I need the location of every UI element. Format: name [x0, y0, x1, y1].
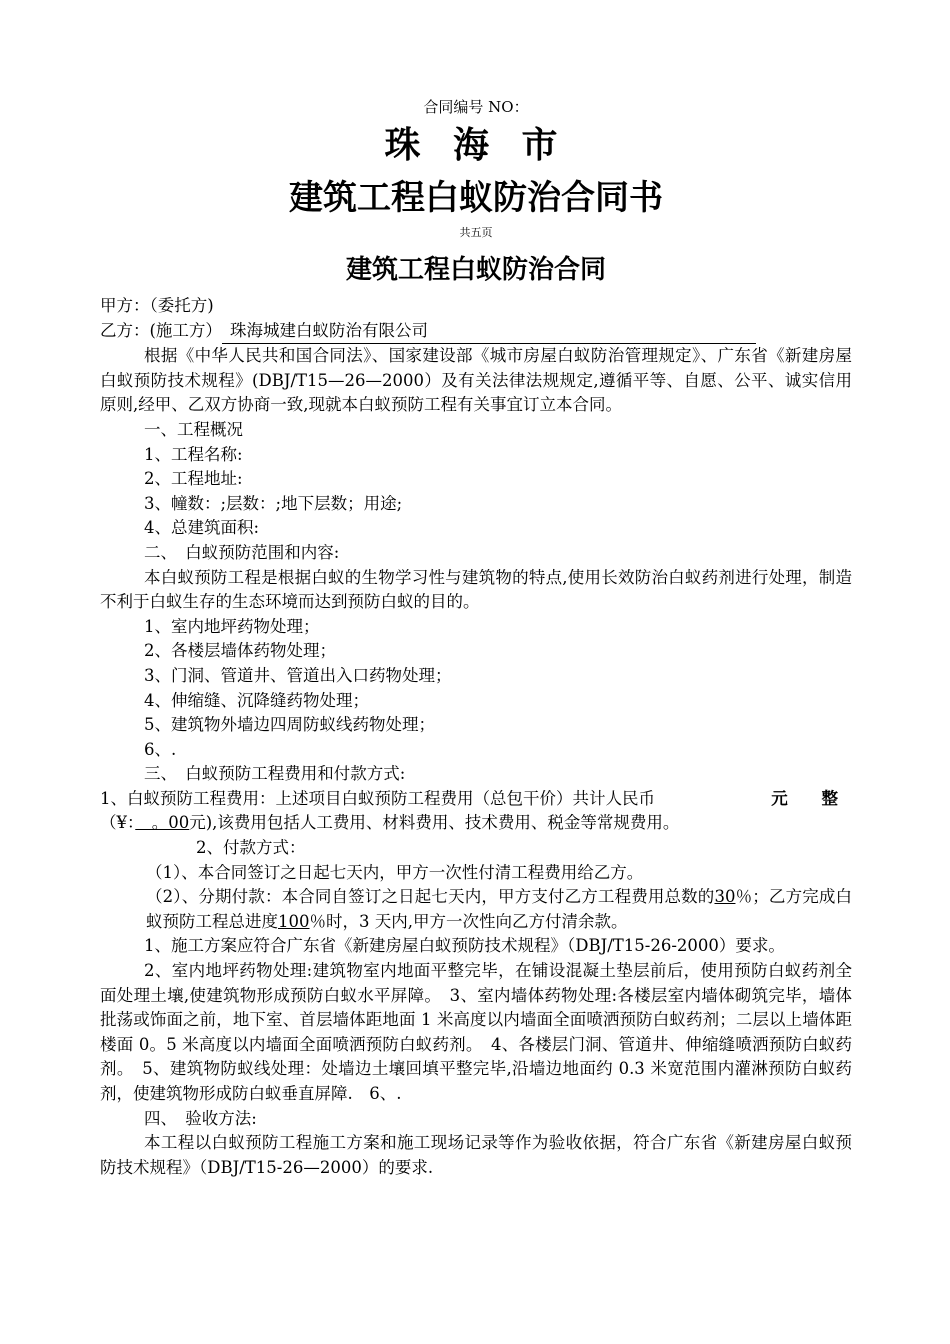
- fee-amount-prefix: （¥：: [100, 813, 136, 833]
- section-1-item: 2、工程地址:: [144, 469, 243, 489]
- payment-percent-1: 30: [714, 887, 736, 907]
- document-title: 建筑工程白蚁防治合同书: [289, 178, 663, 218]
- section-4-heading: 四、 验收方法:: [144, 1108, 257, 1128]
- contract-number: 合同编号 NO：: [423, 98, 529, 116]
- intro-paragraph: 根据《中华人民共和国合同法》、国家建设部《城市房屋白蚁防治管理规定》、广东省《新建房屋白蚁预防技术规程》(DBJ/T15—26—2000）及有关法律法规规定,遵循平等、自愿、公平、诚实信用原则,经甲、乙双方协商一致,现就本白蚁预防工程有关事宜订立本合同。: [100, 346, 852, 415]
- section-2-item: 1、室内地坪药物处理；: [144, 616, 320, 636]
- payment-heading: 2、付款方式：: [196, 838, 306, 858]
- construction-paragraph: 2、室内地坪药物处理:建筑物室内地面平整完毕，在铺设混凝土垫层前后，使用预防白蚁药剂全面处理土壤,使建筑物形成预防白蚁水平屏障。 3、室内墙体药物处理:各楼层室内墙体砌筑完毕，墙体批荡或饰面之前，地下室、首层墙体距地面 1 米高度以内墙面全面喷洒预防白蚁药剂；二层以上墙体距楼面 0。5 米高度以内墙面全面喷洒预防白蚁药剂。 4、各楼层门洞、管道井、伸缩缝喷洒预防白蚁药剂。 5、建筑物防蚁线处理：处墙边土壤回填平整完毕,沿墙边地面约 0.3 米宽范围内灌淋预防白蚁药剂，使建筑物形成防白蚁垂直屏障. 6、.: [100, 961, 852, 1103]
- payment-option-2-text: ％时，3 天内,甲方一次性向乙方付清余款。: [309, 911, 628, 931]
- section-4-text: 本工程以白蚁预防工程施工方案和施工现场记录等作为验收依据，符合广东省《新建房屋白蚁预防技术规程》（DBJ/T15-26—2000）的要求.: [100, 1133, 852, 1177]
- fee-line: [100, 787, 852, 812]
- party-b-name: 珠海城建白蚁防治有限公司: [222, 319, 756, 345]
- section-2-item: 2、各楼层墙体药物处理；: [144, 641, 336, 661]
- payment-option-2: [100, 885, 852, 934]
- section-2-item: 5、建筑物外墙边四周防蚁线药物处理；: [144, 715, 435, 735]
- payment-option-1: （1）、本合同签订之日起七天内，甲方一次性付清工程费用给乙方。: [146, 862, 644, 882]
- section-2-item: 3、门洞、管道井、管道出入口药物处理；: [144, 665, 452, 685]
- section-1-item: 3、幢数：;层数：;地下层数；用途;: [144, 493, 403, 513]
- fee-amount-suffix: 元),该费用包括人工费用、材料费用、技术费用、税金等常规费用。: [189, 813, 680, 833]
- page-count: 共五页: [459, 226, 493, 239]
- section-2-item: 6、.: [144, 739, 177, 759]
- fee-amount-line: [100, 811, 852, 836]
- section-1-item: 1、工程名称:: [144, 444, 243, 464]
- contract-page: [100, 96, 852, 1180]
- fee-text: 1、白蚁预防工程费用：上述项目白蚁预防工程费用（总包干价）共计人民币: [100, 788, 655, 808]
- section-3-heading: 三、 白蚁预防工程费用和付款方式:: [144, 764, 406, 784]
- payment-option-2-text: ％；乙方完成白蚁预防工程总进度: [146, 887, 853, 931]
- section-2-intro: 本白蚁预防工程是根据白蚁的生物学习性与建筑物的特点,使用长效防治白蚁药剂进行处理，制造不利于白蚁生存的生态环境而达到预防白蚁的目的。: [100, 567, 852, 612]
- section-1-item: 4、总建筑面积:: [144, 518, 260, 538]
- city-title: 珠 海 市: [384, 125, 568, 166]
- section-1-heading: 一、工程概况: [144, 419, 243, 439]
- fee-amount-value: 。00: [135, 813, 190, 833]
- fee-unit: 元 整: [771, 788, 852, 808]
- section-2-heading: 二、 白蚁预防范围和内容:: [144, 542, 340, 562]
- construction-item-1: 1、施工方案应符合广东省《新建房屋白蚁预防技术规程》（DBJ/T15-26-2000）要求。: [144, 936, 785, 956]
- party-a: 甲方：（委托方): [100, 296, 214, 315]
- payment-percent-2: 100: [278, 911, 310, 931]
- contract-subtitle: 建筑工程白蚁防治合同: [345, 255, 606, 285]
- payment-option-2-text: （2）、分期付款：本合同自签订之日起七天内，甲方支付乙方工程费用总数的: [146, 887, 715, 907]
- party-b: [100, 319, 852, 345]
- party-b-label: 乙方：(施工方）: [100, 320, 222, 340]
- section-2-item: 4、伸缩缝、沉降缝药物处理；: [144, 690, 369, 710]
